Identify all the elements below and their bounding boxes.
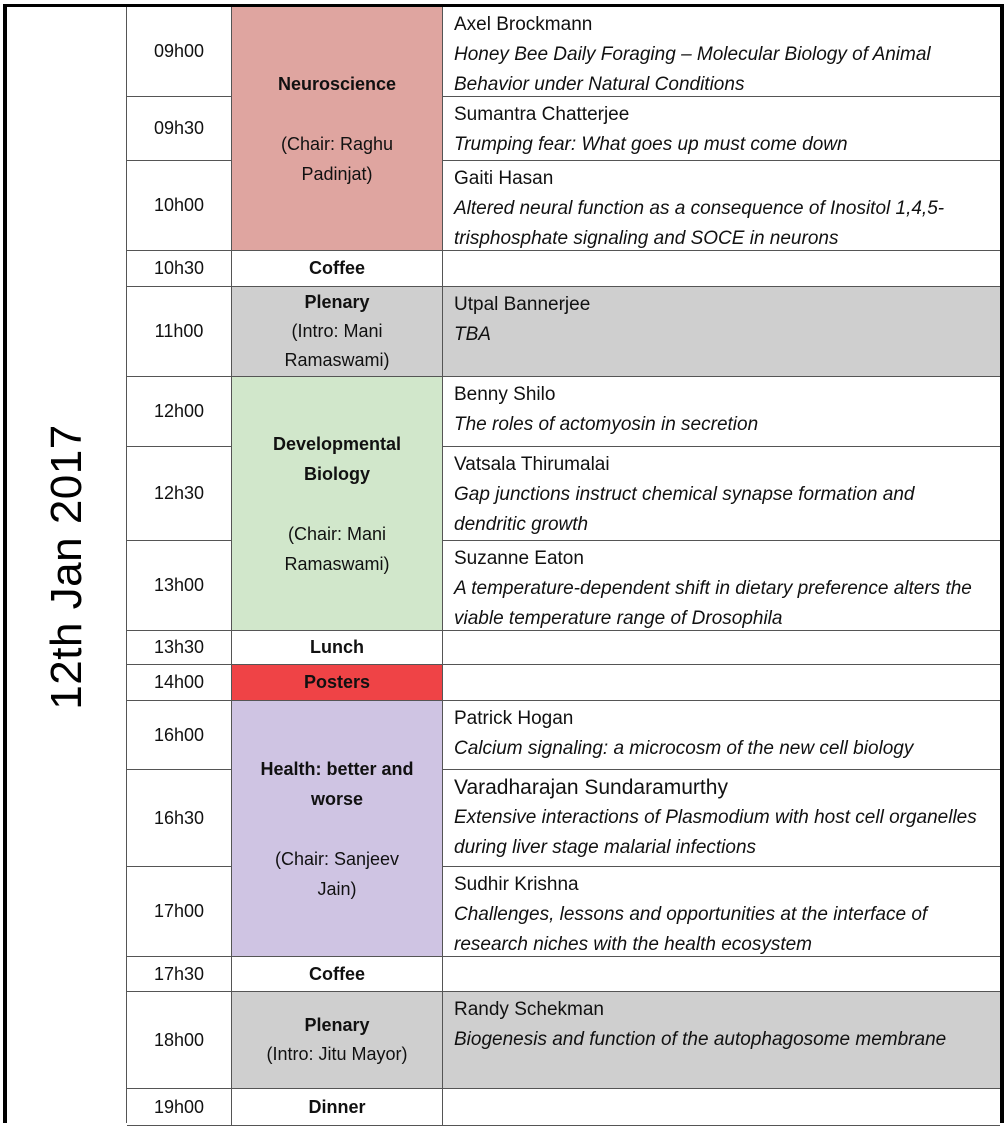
- talk-title: Biogenesis and function of the autophagosome membrane: [454, 1029, 947, 1050]
- session-name: Plenary: [304, 1015, 370, 1035]
- break-cell: Dinner: [232, 1089, 443, 1125]
- posters-cell: Posters: [232, 665, 443, 700]
- time-cell: 14h00: [127, 665, 232, 700]
- time-cell: 18h00: [127, 992, 232, 1088]
- time-cell: 16h00: [127, 701, 232, 769]
- session-chair: (Chair: Sanjeev Jain): [274, 848, 400, 899]
- session-chair: (Chair: Mani Ramaswami): [284, 523, 390, 574]
- session-name: Plenary: [304, 292, 370, 312]
- talk-title: TBA: [454, 324, 491, 345]
- session-name: Neuroscience: [277, 73, 397, 94]
- speaker-name: Suzanne Eaton: [454, 548, 584, 569]
- session-health: [232, 701, 443, 957]
- time-cell: 11h00: [127, 287, 232, 376]
- talk-cell: [443, 377, 1000, 446]
- session-plenary-2: [232, 992, 443, 1088]
- talk-title: Challenges, lessons and opportunities at the interface of research niches with the health ecosystem: [454, 904, 928, 955]
- speaker-name: Gaiti Hasan: [454, 168, 554, 189]
- talk-title: A temperature-dependent shift in dietary preference alters the viable temperature range of Drosophila: [454, 578, 972, 629]
- schedule-row: [127, 957, 1000, 992]
- speaker-name: Randy Schekman: [454, 999, 604, 1020]
- speaker-name: Utpal Bannerjee: [454, 294, 591, 315]
- time-cell: 10h00: [127, 161, 232, 250]
- break-cell: Coffee: [232, 251, 443, 286]
- speaker-name: Varadharajan Sundaramurthy: [454, 776, 728, 799]
- speaker-name: Sudhir Krishna: [454, 874, 579, 895]
- session-intro: (Intro: Jitu Mayor): [266, 1044, 408, 1064]
- talk-cell: [443, 867, 1000, 956]
- time-cell: 19h00: [127, 1089, 232, 1125]
- session-plenary-1: [232, 287, 443, 376]
- time-cell: 17h30: [127, 957, 232, 991]
- schedule-row: [127, 631, 1000, 665]
- break-cell: Lunch: [232, 631, 443, 664]
- speaker-name: Benny Shilo: [454, 384, 556, 405]
- speaker-name: Axel Brockmann: [454, 14, 593, 35]
- time-cell: 13h00: [127, 541, 232, 630]
- session-intro: (Intro: Mani Ramaswami): [284, 321, 390, 370]
- talk-title: Altered neural function as a consequence of Inositol 1,4,5-trisphosphate signaling and SOCE in neurons: [454, 198, 945, 249]
- speaker-name: Sumantra Chatterjee: [454, 104, 630, 125]
- date-label: 12th Jan 2017: [42, 424, 91, 710]
- time-cell: 17h00: [127, 867, 232, 956]
- schedule-row: [127, 1089, 1000, 1126]
- speaker-name: Patrick Hogan: [454, 708, 574, 729]
- talk-cell: [443, 447, 1000, 540]
- time-cell: 16h30: [127, 770, 232, 866]
- time-cell: 09h00: [127, 7, 232, 96]
- session-name: Health: better and worse: [260, 758, 414, 809]
- schedule-row: [127, 251, 1000, 287]
- schedule-row: [127, 992, 1000, 1089]
- talk-title: Gap junctions instruct chemical synapse formation and dendritic growth: [454, 484, 915, 535]
- talk-cell: [443, 701, 1000, 769]
- session-developmental-biology: [232, 377, 443, 631]
- date-column: [7, 7, 127, 1123]
- schedule-row: [127, 665, 1000, 701]
- talk-cell: [443, 7, 1000, 96]
- time-cell: 09h30: [127, 97, 232, 160]
- time-cell: 12h30: [127, 447, 232, 540]
- talk-cell: [443, 161, 1000, 250]
- talk-cell: [443, 287, 1000, 376]
- time-cell: 12h00: [127, 377, 232, 446]
- talk-title: Calcium signaling: a microcosm of the new cell biology: [454, 738, 914, 759]
- speaker-name: Vatsala Thirumalai: [454, 454, 610, 475]
- break-cell: Coffee: [232, 957, 443, 991]
- talk-cell: [443, 992, 1000, 1088]
- time-cell: 13h30: [127, 631, 232, 664]
- time-cell: 10h30: [127, 251, 232, 286]
- session-neuroscience: [232, 7, 443, 251]
- session-name: Developmental Biology: [272, 433, 402, 484]
- schedule-row: [127, 287, 1000, 377]
- talk-cell: [443, 541, 1000, 630]
- talk-cell: [443, 770, 1000, 866]
- session-chair: (Chair: Raghu Padinjat): [280, 133, 394, 184]
- talk-title: Honey Bee Daily Foraging – Molecular Biology of Animal Behavior under Natural Conditions: [454, 44, 931, 95]
- talk-title: The roles of actomyosin in secretion: [454, 414, 759, 435]
- talk-title: Trumping fear: What goes up must come down: [454, 134, 848, 155]
- talk-cell: [443, 97, 1000, 160]
- talk-title: Extensive interactions of Plasmodium with host cell organelles during liver stage malarial infections: [454, 807, 977, 858]
- schedule-table: [3, 4, 1004, 1123]
